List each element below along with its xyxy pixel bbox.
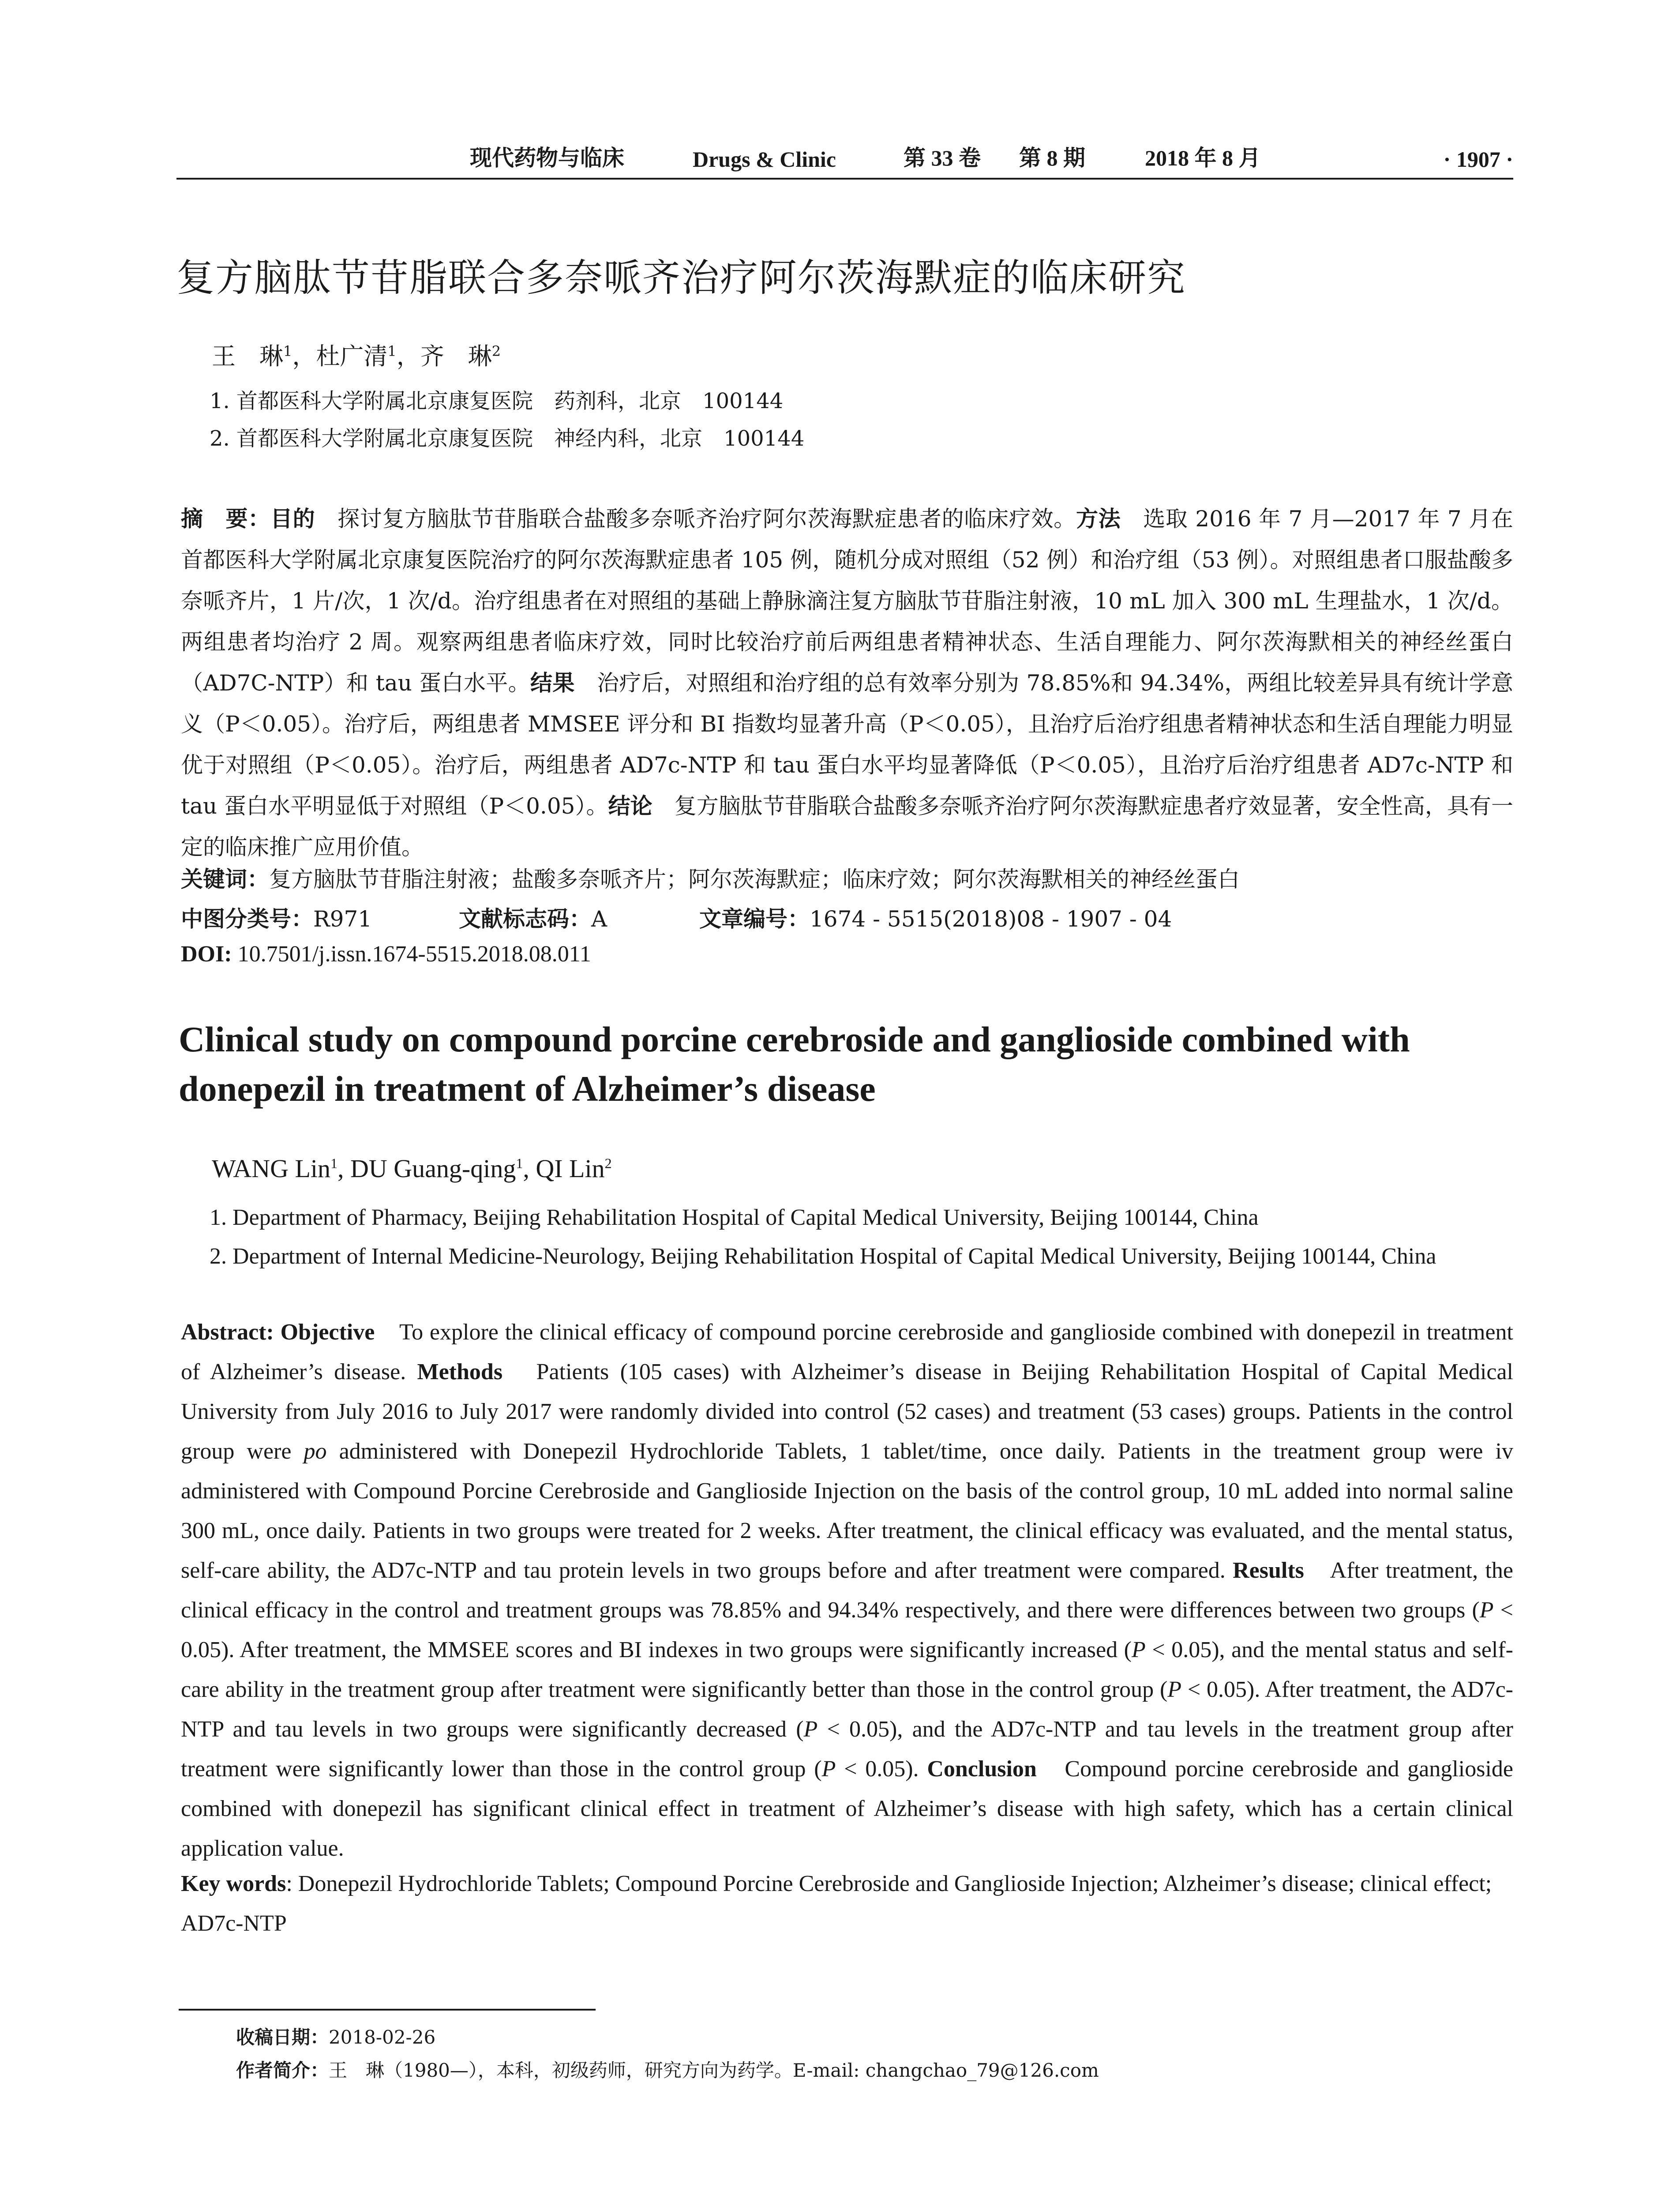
affiliation-cn-2: 2. 首都医科大学附属北京康复医院 神经内科，北京 100144	[210, 426, 805, 451]
author-2-en: DU Guang-qing	[350, 1154, 516, 1183]
results-en-text-6: < 0.05).	[836, 1756, 927, 1782]
objective-label: 目的	[270, 506, 315, 532]
objective-text: 探讨复方脑肽节苷脂联合盐酸多奈哌齐治疗阿尔茨海默症患者的临床疗效。	[315, 506, 1076, 532]
keywords-en-value: : Donepezil Hydrochloride Tablets; Compound Porcine Cerebroside and Ganglioside Injection; Alzheimer’s disease; clinical effect; AD7c-NTP	[181, 1871, 1492, 1936]
author-bio-value: 王 琳（1980—），本科，初级药师，研究方向为药学。E-mail: changchao_79@126.com	[329, 2060, 1099, 2081]
author-1-en-affiliation: 1	[330, 1155, 338, 1171]
abstract-en	[181, 1313, 1513, 1868]
methods-en-text: Patients (105 cases) with Alzheimer’s disease in Beijing Rehabilitation Hospital of Capital Medical University from July 2016 to July 2017 were randomly divided into control (52 cases) and treatment (53 cases) groups. Patients in the control group were	[181, 1359, 1514, 1464]
results-en-label: Results	[1233, 1558, 1304, 1583]
p-value-symbol: P	[1167, 1677, 1182, 1702]
p-value-symbol: P	[821, 1756, 836, 1782]
author-1-affiliation: 1	[283, 343, 292, 360]
title-cn: 复方脑肽节苷脂联合多奈哌齐治疗阿尔茨海默症的临床研究	[176, 256, 1186, 300]
article-number	[699, 901, 1172, 933]
p-value-symbol: P	[1479, 1598, 1494, 1623]
authors-cn	[212, 338, 501, 371]
author-2-affiliation: 1	[387, 343, 397, 360]
author-bio-label: 作者简介：	[236, 2060, 329, 2081]
title-en: Clinical study on compound porcine cerebroside and ganglioside combined with donepezil in treatment of Alzheimer’s disease	[179, 1019, 1410, 1109]
results-label: 结果	[530, 670, 575, 696]
running-header	[176, 140, 1513, 176]
author-3-en: QI Lin	[536, 1154, 605, 1183]
article-number-label: 文章编号：	[699, 906, 810, 932]
keywords-label: 关键词：	[181, 867, 269, 892]
document-code	[459, 901, 607, 933]
journal-name-en: Drugs & Clinic	[693, 147, 836, 172]
authors-en	[212, 1154, 612, 1183]
publication-date: 2018 年 8 月	[1145, 146, 1261, 170]
page-number: · 1907 ·	[1443, 147, 1513, 172]
results-en-text-5: < 0.05), and the AD7c-NTP and tau levels in the treatment group after treatment were significantly lower than those in the control group (	[181, 1717, 1513, 1782]
methods-en-text-2: administered with Donepezil Hydrochloride Tablets, 1 tablet/time, once daily. Patients in the treatment group were iv administered with Compound Porcine Cerebroside and Ganglioside Injection on the basis of the control group, 10 mL added into normal saline 300 mL, once daily. Patients in two groups were treated for 2 weeks. After treatment, the clinical efficacy was evaluated, and the mental status, self-care ability, the AD7c-NTP and tau protein levels in two groups before and after treatment were compared.	[181, 1439, 1513, 1583]
doi-label: DOI:	[181, 942, 232, 967]
author-bio	[236, 2056, 1099, 2082]
results-text: 治疗后，对照组和治疗组的总有效率分别为 78.85%和 94.34%，两组比较差异具有统计学意义（P＜0.05）。治疗后，两组患者 MMSEE 评分和 BI 指数均显著升高（P＜0.05），且治疗后治疗组患者精神状态和生活自理能力明显优于对照组（P＜0.05）。治疗后，两组患者 AD7c-NTP 和 tau 蛋白水平均显著降低（P＜0.05），且治疗后治疗组患者 AD7c-NTP 和 tau 蛋白水平明显低于对照组（P＜0.05）。	[181, 670, 1513, 819]
received-label: 收稿日期：	[236, 2026, 329, 2048]
classification-line	[181, 901, 1504, 933]
footnote-rule	[179, 2009, 596, 2011]
issue: 第 8 期	[1019, 146, 1085, 170]
p-value-symbol: P	[803, 1717, 818, 1742]
clc-label: 中图分类号：	[181, 906, 313, 932]
keywords-en	[181, 1864, 1513, 1943]
affiliation-en-1: 1. Department of Pharmacy, Beijing Rehabilitation Hospital of Capital Medical University, Beijing 100144, China	[210, 1205, 1259, 1230]
author-1: 王 琳	[212, 342, 283, 370]
author-separator: ,	[338, 1154, 351, 1183]
conclusion-text: 复方脑肽节苷脂联合盐酸多奈哌齐治疗阿尔茨海默症患者疗效显著，安全性高，具有一定的临床推广应用价值。	[181, 793, 1514, 860]
keywords-en-label: Key words	[181, 1871, 286, 1896]
abstract-cn	[181, 499, 1513, 868]
methods-en-route: po	[304, 1439, 327, 1464]
methods-en-label: Methods	[417, 1359, 503, 1384]
received-value: 2018-02-26	[329, 2026, 436, 2048]
results-en-text: After treatment, the clinical efficacy in the control and treatment groups was 78.85% and 94.34% respectively, and there were differences between two groups (	[181, 1558, 1514, 1623]
abstract-en-label: Abstract:	[181, 1320, 281, 1345]
conclusion-label: 结论	[608, 793, 652, 819]
results-en-text-2: < 0.05). After treatment, the MMSEE scores and BI indexes in two groups were significantly increased (	[181, 1598, 1513, 1662]
results-en-text-3: < 0.05), and the mental status and self-care ability in the treatment group after treatment were significantly better than those in the control group (	[181, 1637, 1513, 1702]
results-en-text-4: < 0.05). After treatment, the AD7c-NTP and tau levels in two groups were significantly decreased (	[181, 1677, 1513, 1742]
affiliation-en-2: 2. Department of Internal Medicine-Neurology, Beijing Rehabilitation Hospital of Capital Medical University, Beijing 100144, China	[210, 1244, 1436, 1269]
article-number-value: 1674 - 5515(2018)08 - 1907 - 04	[810, 906, 1172, 932]
affiliation-cn-1: 1. 首都医科大学附属北京康复医院 药剂科，北京 100144	[210, 389, 784, 413]
doi-value: 10.7501/j.issn.1674-5515.2018.08.011	[232, 942, 591, 967]
methods-label: 方法	[1076, 506, 1121, 532]
author-separator: ,	[523, 1154, 536, 1183]
header-rule	[176, 178, 1513, 180]
author-2-en-affiliation: 1	[516, 1155, 523, 1171]
author-3-affiliation: 2	[491, 343, 501, 360]
author-2: 杜广清	[316, 342, 388, 370]
doi-line	[181, 941, 591, 967]
document-code-label: 文献标志码：	[459, 906, 591, 932]
volume: 第 33 卷	[904, 146, 981, 170]
author-1-en: WANG Lin	[212, 1154, 331, 1183]
document-code-value: A	[591, 906, 608, 932]
received-date	[236, 2023, 435, 2049]
conclusion-en-text: Compound porcine cerebroside and ganglioside combined with donepezil has significant clinical effect in treatment of Alzheimer’s disease with high safety, which has a certain clinical application value.	[181, 1756, 1513, 1861]
objective-en-label: Objective	[280, 1320, 375, 1345]
keywords-cn	[181, 862, 1240, 893]
keywords-value: 复方脑肽节苷脂注射液；盐酸多奈哌齐片；阿尔茨海默症；临床疗效；阿尔茨海默相关的神经丝蛋白	[269, 867, 1240, 892]
journal-name-cn: 现代药物与临床	[470, 146, 624, 170]
author-separator: ，	[396, 342, 420, 370]
conclusion-en-label: Conclusion	[927, 1756, 1037, 1782]
clc-value: R971	[313, 906, 372, 932]
objective-en-text: To explore the clinical efficacy of compound porcine cerebroside and ganglioside combined with donepezil in treatment of Alzheimer’s disease.	[181, 1320, 1513, 1384]
author-3: 齐 琳	[420, 342, 492, 370]
author-separator: ，	[292, 342, 316, 370]
methods-text: 选取 2016 年 7 月—2017 年 7 月在首都医科大学附属北京康复医院治疗的阿尔茨海默症患者 105 例，随机分成对照组（52 例）和治疗组（53 例）。对照组患者口服盐酸多奈哌齐片，1 片/次，1 次/d。治疗组患者在对照组的基础上静脉滴注复方脑肽节苷脂注射液，10 mL 加入 300 mL 生理盐水，1 次/d。两组患者均治疗 2 周。观察两组患者临床疗效，同时比较治疗前后两组患者精神状态、生活自理能力、阿尔茨海默相关的神经丝蛋白（AD7C-NTP）和 tau 蛋白水平。	[181, 506, 1514, 696]
p-value-symbol: P	[1131, 1637, 1146, 1662]
abstract-label: 摘 要：	[181, 506, 270, 532]
author-3-en-affiliation: 2	[604, 1155, 612, 1171]
